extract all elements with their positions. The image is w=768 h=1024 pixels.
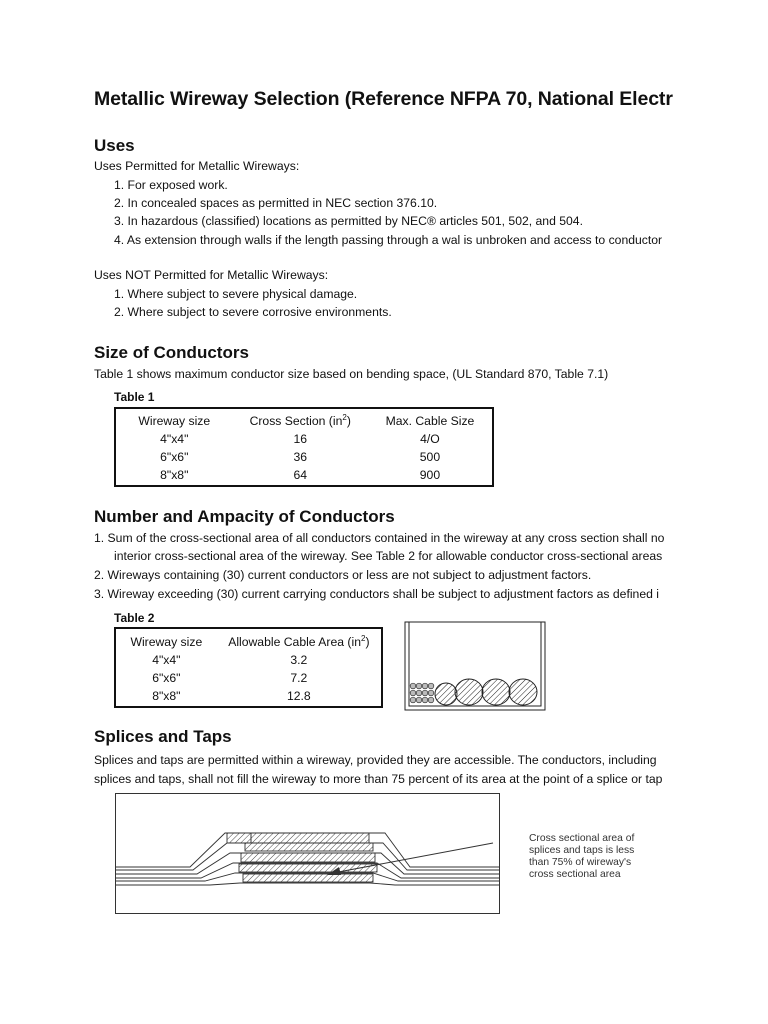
wireway-cross-section-diagram: [400, 618, 550, 714]
ampacity-item: 1. Sum of the cross-sectional area of all conductors contained in the wireway at any cross section shall no: [94, 531, 665, 545]
table-row: [116, 687, 381, 705]
uses-permitted-item: 2. In concealed spaces as permitted in NEC section 376.10.: [114, 196, 438, 210]
table1-cell: 900: [419, 468, 441, 482]
table-row: [116, 651, 381, 669]
table2: [114, 627, 383, 708]
size-intro: Table 1 shows maximum conductor size based on bending space, (UL Standard 870, Table 7.1): [94, 367, 609, 381]
table-row: [116, 448, 492, 466]
ampacity-item: 3. Wireway exceeding (30) current carrying conductors shall be subject to adjustment factors as defined i: [94, 587, 659, 601]
table1: [114, 407, 494, 487]
splices-text-line: Splices and taps are permitted within a wireway, provided they are accessible. The conductors, including: [94, 753, 657, 767]
table2-cell: 12.8: [286, 689, 311, 703]
splice-annotation: [529, 833, 634, 881]
annotation-line: cross sectional area: [529, 869, 621, 880]
splices-text-line: splices and taps, shall not fill the wireway to more than 75 percent of its area at the point of a splice or tap: [94, 772, 663, 786]
annotation-line: than 75% of wireway's: [529, 857, 632, 868]
table-row: [116, 430, 492, 448]
size-heading: Size of Conductors: [94, 343, 249, 362]
table-row: [116, 669, 381, 687]
annotation-line: splices and taps is less: [529, 845, 635, 856]
table1-cell: 500: [419, 450, 441, 464]
table1-cell: 64: [293, 468, 307, 482]
uses-permitted-item: 3. In hazardous (classified) locations as permitted by NEC® articles 501, 502, and 504.: [114, 214, 583, 228]
page-title: Metallic Wireway Selection (Reference NFPA 70, National Electr: [94, 88, 673, 110]
table1-header-cell: Max. Cable Size: [385, 414, 475, 428]
table1-caption: Table 1: [114, 390, 155, 404]
table2-header-row: [116, 633, 381, 651]
table1-cell: 8"x8": [160, 468, 189, 482]
table-row: [116, 466, 492, 484]
table1-header-cell: Cross Section $(in^2)$: [249, 412, 351, 428]
table1-cell: 4/O: [420, 432, 440, 446]
annotation-line: Cross sectional area of: [529, 833, 635, 844]
table2-cell: 8"x8": [152, 689, 181, 703]
uses-permitted-item: 1. For exposed work.: [114, 178, 228, 192]
table2-cell: 3.2: [290, 653, 308, 667]
ampacity-item: 2. Wireways containing (30) current conductors or less are not subject to adjustment factors.: [94, 568, 592, 582]
ampacity-heading: Number and Ampacity of Conductors: [94, 507, 395, 526]
table1-cell: 16: [293, 432, 307, 446]
splice-diagram: [115, 793, 501, 915]
table1-cell: 6"x6": [160, 450, 189, 464]
uses-not-permitted-item: 1. Where subject to severe physical damage.: [114, 287, 358, 301]
splices-heading: Splices and Taps: [94, 727, 232, 746]
uses-permitted-intro: Uses Permitted for Metallic Wireways:: [94, 159, 300, 173]
table2-header-cell: Allowable Cable Area $(in^2)$: [228, 633, 370, 649]
table2-cell: 4"x4": [152, 653, 181, 667]
uses-not-permitted-intro: Uses NOT Permitted for Metallic Wireways:: [94, 268, 329, 282]
ampacity-item-continued: interior cross-sectional area of the wireway. See Table 2 for allowable conductor cross-sectional areas: [114, 549, 663, 563]
table2-caption: Table 2: [114, 611, 155, 625]
table2-header-cell: Wireway size: [130, 635, 203, 649]
table2-cell: 6"x6": [152, 671, 181, 685]
table2-cell: 7.2: [290, 671, 308, 685]
uses-permitted-item: 4. As extension through walls if the length passing through a wal is unbroken and access to conductor: [114, 233, 663, 247]
table1-header-row: [116, 412, 492, 430]
table1-header-cell: Wireway size: [138, 414, 211, 428]
table1-cell: 4"x4": [160, 432, 189, 446]
uses-heading: Uses: [94, 136, 135, 155]
table1-cell: 36: [293, 450, 307, 464]
uses-not-permitted-item: 2. Where subject to severe corrosive environments.: [114, 305, 392, 319]
